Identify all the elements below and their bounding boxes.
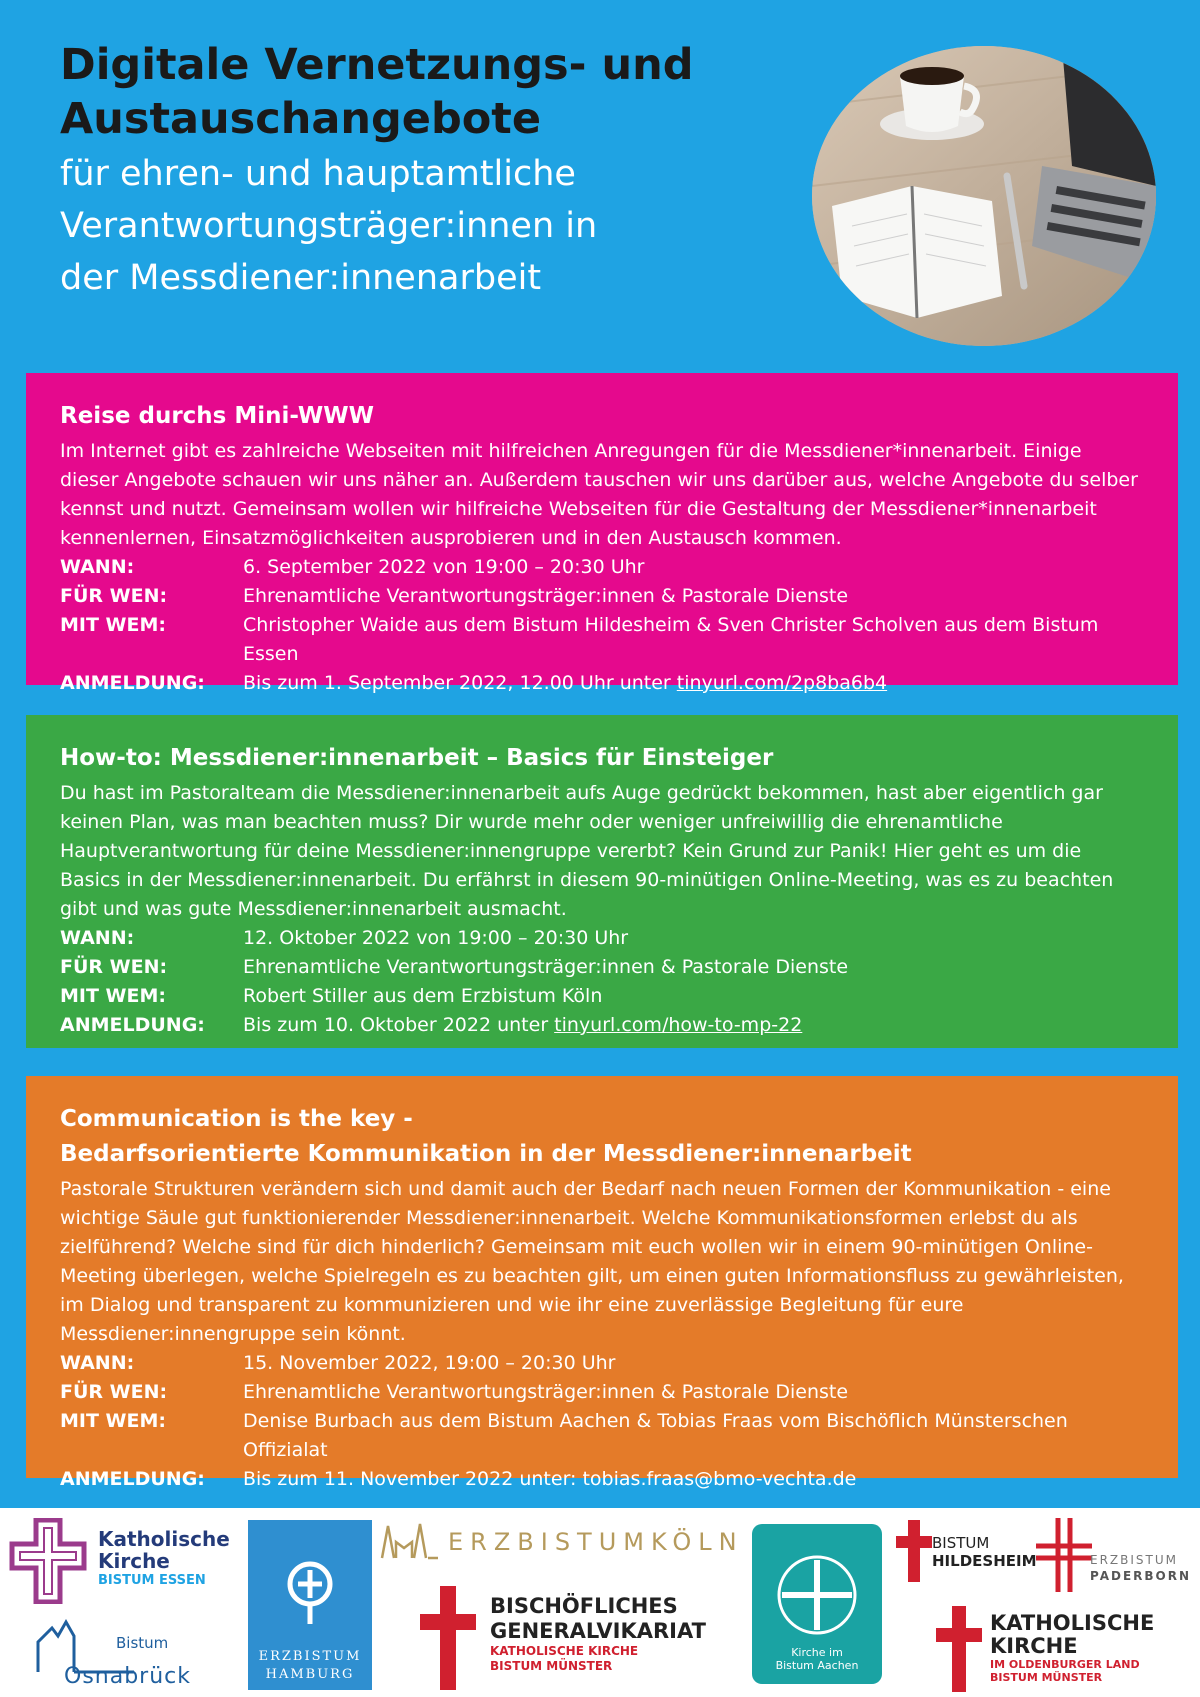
event-with-whom-row [60,611,1144,669]
hamburg-line-2: HAMBURG [265,1667,355,1682]
logo-bistum-muenster [420,1584,720,1694]
event-description: Du hast im Pastoralteam die Messdiener:innenarbeit aufs Auge gedrückt bekommen, hast aber eigentlich gar keinen Plan, was man beachten muss? Dir wurde mehr oder weniger unfreiwillig die ehrenamtliche Hauptverantwortung für deine Messdiener:innengruppe vererbt? Kein Grund zur Panik! Hier geht es um die Basics in der Messdiener:innenarbeit. Du erfährst in diesem 90-minütigen Online-Meeting, was es zu beachten gibt und was gute Messdiener:innenarbeit ausmacht. [60,782,1114,920]
event-registration-row [60,1465,1144,1494]
registration-value[interactable]: Bis zum 11. November 2022 unter: tobias.fraas@bmo-vechta.de [243,1468,857,1490]
osnabrueck-line-1: Bistum [116,1634,169,1652]
event-title-line-2: Bedarfsorientierte Kommunikation in der Messdiener:innenarbeit [60,1141,912,1167]
registration-label: ANMELDUNG: [60,1014,205,1036]
event-title [60,1102,1144,1172]
registration-link[interactable]: tinyurl.com/2p8ba6b4 [676,672,888,694]
purple-cross-icon [8,1518,88,1604]
event-when-row [60,924,1144,953]
oldenburg-line-4: BISTUM MÜNSTER [990,1671,1103,1684]
event-with-whom-row [60,982,1144,1011]
paderborn-line-2: PADERBORN [1090,1569,1192,1583]
event-registration-row [60,669,1144,698]
hamburg-line-1: ERZBISTUM [258,1649,362,1664]
page-subtitle [60,148,760,304]
event-when-row [60,553,1144,582]
koeln-text: ERZBISTUMKÖLN [448,1528,744,1556]
event-registration-row [60,1011,1144,1040]
essen-line-1: Katholische [98,1527,230,1551]
for-whom-value: Ehrenamtliche Verantwortungsträger:innen & Pastorale Dienste [243,1381,849,1403]
for-whom-value: Ehrenamtliche Verantwortungsträger:innen & Pastorale Dienste [243,956,849,978]
registration-value [243,669,1144,698]
with-whom-value: Robert Stiller aus dem Erzbistum Köln [243,985,603,1007]
essen-line-3: BISTUM ESSEN [98,1573,206,1588]
subtitle-line-1: für ehren- und hauptamtliche [60,154,576,194]
subtitle-line-2: Verantwortungsträger:innen in [60,206,598,246]
when-label: WANN: [60,1352,135,1374]
hamburg-anchor-cross-icon [280,1556,340,1626]
event-title: Reise durchs Mini-WWW [60,403,375,429]
for-whom-label: FÜR WEN: [60,956,168,978]
logo-erzbistum-paderborn [1036,1516,1196,1596]
subtitle-line-3: der Messdiener:innenarbeit [60,258,542,298]
oldenburg-line-1: KATHOLISCHE [990,1611,1155,1635]
for-whom-label: FÜR WEN: [60,585,168,607]
registration-text: Bis zum 10. Oktober 2022 unter [243,1014,555,1036]
oldenburg-line-3: IM OLDENBURGER LAND [990,1658,1140,1671]
with-whom-label: MIT WEM: [60,985,166,1007]
event-card-mini-www [26,373,1178,694]
red-cross-icon [936,1606,982,1692]
when-label: WANN: [60,927,135,949]
logo-strip [0,1508,1200,1697]
registration-label: ANMELDUNG: [60,672,205,694]
logo-bistum-osnabrueck [36,1618,226,1694]
when-value: 12. Oktober 2022 von 19:00 – 20:30 Uhr [243,927,629,949]
muenster-line-2: GENERALVIKARIAT [490,1619,706,1643]
title-line-1: Digitale Vernetzungs- und [60,40,694,90]
page-title [60,38,760,146]
event-with-whom-row [60,1407,1144,1465]
event-title-line-1: Communication is the key - [60,1106,413,1132]
event-when-row [60,1349,1144,1378]
cologne-cathedral-icon [380,1520,440,1560]
event-description: Pastorale Strukturen verändern sich und damit auch der Bedarf nach neuen Formen der Kommunikation - eine wichtige Säule gut funktionierender Messdiener:innenarbeit. Welche Kommunikationsformen erlebst du als zielführend? Welche sind für dich hinderlich? Gemeinsam mit euch wollen wir in einem 90-minütigen Online-Meeting überlegen, welche Spielregeln es zu beachten gilt, um einen guten Informationsfluss zu gewährleisten, im Dialog und transparent zu kommunizieren und wie ihr eine zuverlässige Begleitung für eure Messdiener:innengruppe sein könnt. [60,1178,1124,1345]
when-label: WANN: [60,556,135,578]
for-whom-label: FÜR WEN: [60,1381,168,1403]
logo-bistum-essen [8,1516,243,1608]
muenster-line-3: KATHOLISCHE KIRCHE [490,1644,639,1658]
paderborn-cross-icon [1036,1518,1092,1592]
paderborn-line-1: ERZBISTUM [1090,1553,1178,1567]
header [60,38,760,304]
title-line-2: Austauschangebote [60,94,541,144]
registration-value [243,1011,1144,1040]
muenster-line-1: BISCHÖFLICHES [490,1594,678,1618]
when-value: 6. September 2022 von 19:00 – 20:30 Uhr [243,556,645,578]
registration-label: ANMELDUNG: [60,1468,205,1490]
event-for-whom-row [60,1378,1144,1407]
aachen-line-1: Kirche im [791,1646,843,1659]
logo-erzbistum-hamburg [248,1520,372,1690]
desk-photo [812,46,1156,346]
osnabrueck-line-2: Osnabrück [64,1664,191,1689]
event-card-how-to [26,715,1178,1048]
registration-link[interactable]: tinyurl.com/how-to-mp-22 [554,1014,803,1036]
logo-oldenburger-land [936,1604,1196,1696]
oldenburg-line-2: KIRCHE [990,1634,1078,1658]
logo-bistum-hildesheim [896,1520,1037,1590]
registration-text: Bis zum 1. September 2022, 12.00 Uhr unter [243,672,677,694]
with-whom-value: Denise Burbach aus dem Bistum Aachen & Tobias Fraas vom Bischöflich Münsterschen Offizialat [243,1410,1068,1461]
aachen-line-2: Bistum Aachen [775,1659,859,1672]
red-cross-icon [420,1586,476,1690]
red-cross-icon [896,1520,932,1582]
hildesheim-line-1: BISTUM [932,1534,990,1552]
hildesheim-line-2: HILDESHEIM [932,1552,1037,1570]
for-whom-value: Ehrenamtliche Verantwortungsträger:innen & Pastorale Dienste [243,585,849,607]
essen-line-2: Kirche [98,1549,170,1573]
aachen-cross-icon [772,1550,862,1640]
event-card-communication [26,1076,1178,1490]
event-description: Im Internet gibt es zahlreiche Webseiten mit hilfreichen Anregungen für die Messdiener*innenarbeit. Einige dieser Angebote schauen wir uns näher an. Außerdem tauschen wir uns darüber aus, welche Angebote du selber kennst und nutzt. Gemeinsam wollen wir hilfreiche Webseiten für die Gestaltung der Messdiener*innenarbeit kennenlernen, Einsatzmöglichkeiten ausprobieren und in den Austausch kommen. [60,440,1138,549]
logo-erzbistum-koeln [380,1518,744,1564]
with-whom-label: MIT WEM: [60,1410,166,1432]
logo-bistum-aachen [752,1524,882,1684]
event-for-whom-row [60,582,1144,611]
with-whom-label: MIT WEM: [60,614,166,636]
desk-illustration [812,46,1156,346]
event-title: How-to: Messdiener:innenarbeit – Basics für Einsteiger [60,745,774,771]
when-value: 15. November 2022, 19:00 – 20:30 Uhr [243,1352,616,1374]
event-for-whom-row [60,953,1144,982]
muenster-line-4: BISTUM MÜNSTER [490,1659,613,1673]
with-whom-value: Christopher Waide aus dem Bistum Hildesheim & Sven Christer Scholven aus dem Bistum Essen [243,614,1099,665]
